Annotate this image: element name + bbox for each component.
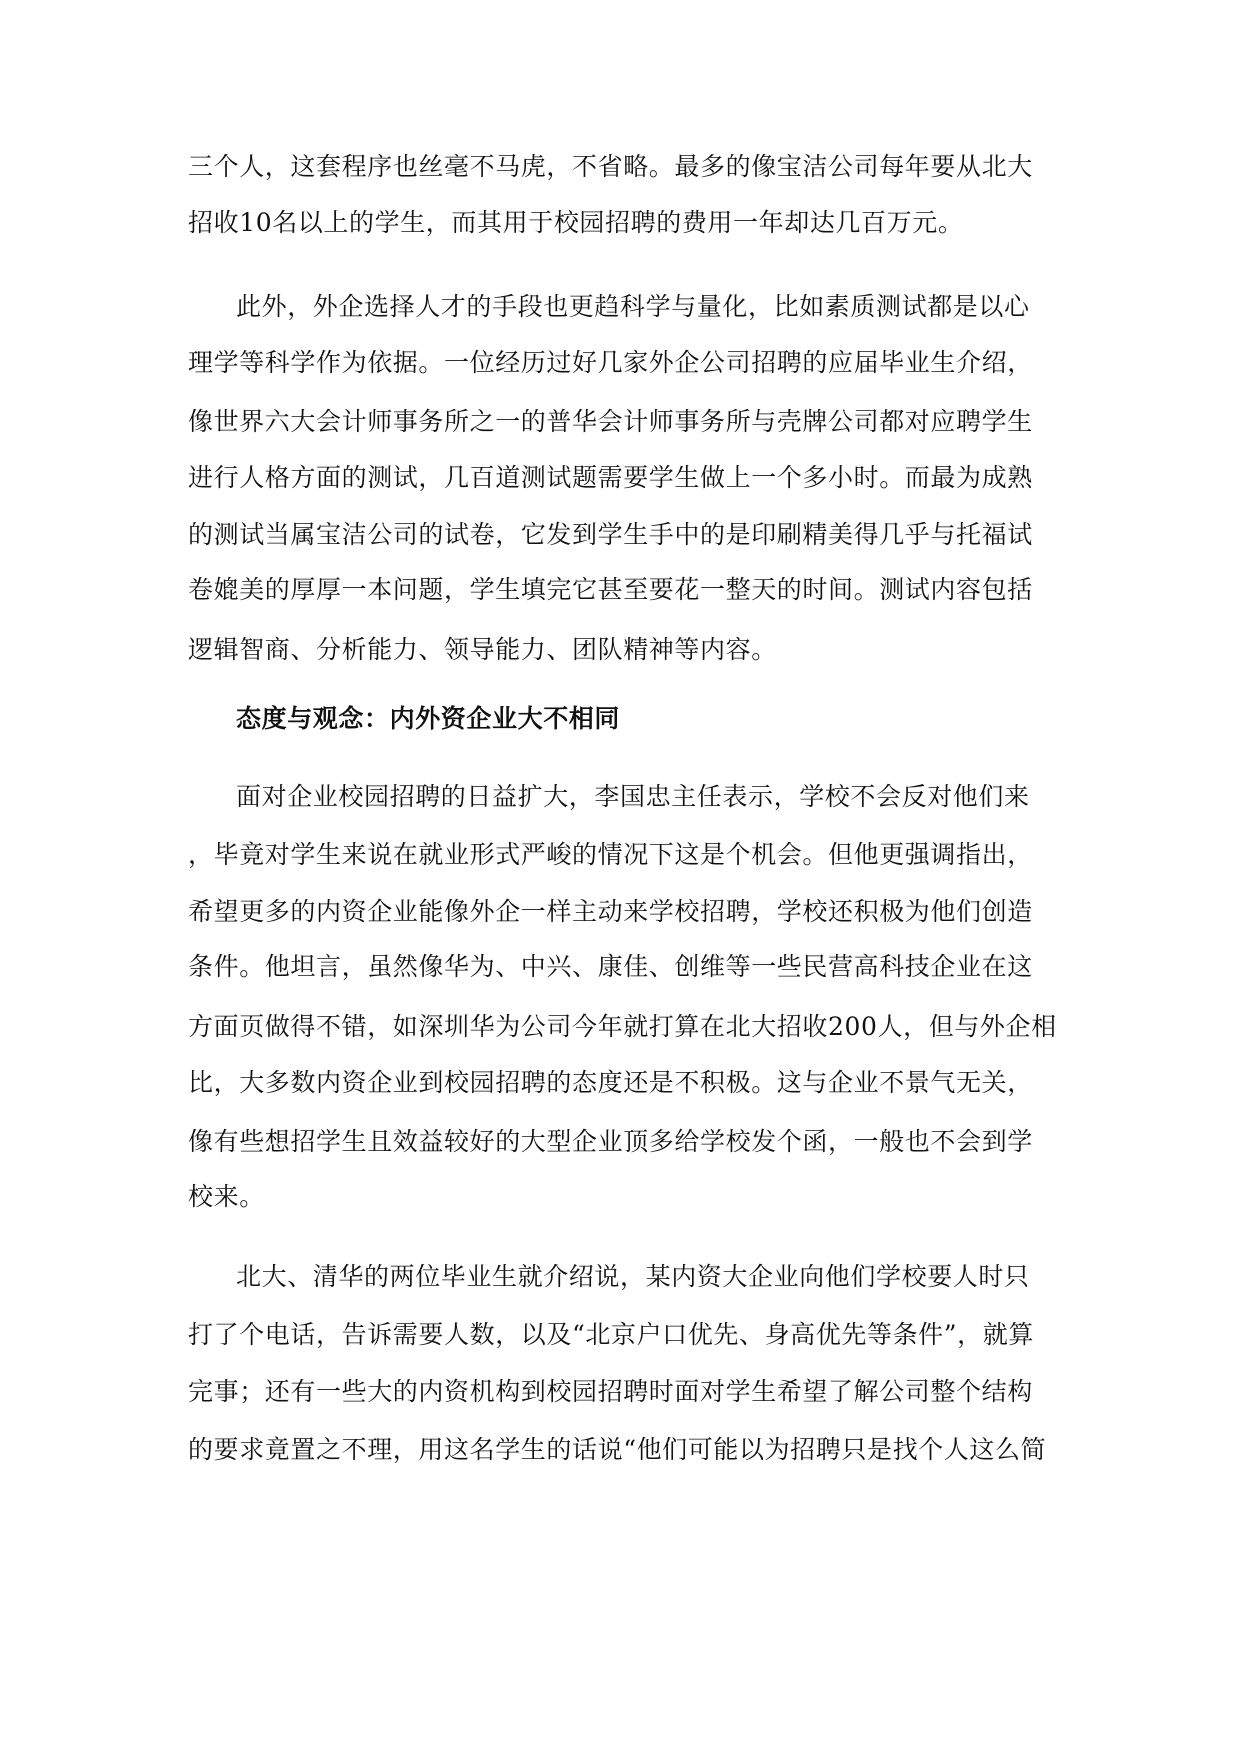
paragraph-line: 比，大多数内资企业到校园招聘的态度还是不积极。这与企业不景气无关， <box>188 1068 1033 1097</box>
paragraph-line: 北大、清华的两位毕业生就介绍说，某内资大企业向他们学校要人时只 <box>236 1262 1030 1291</box>
paragraph-line: 的要求竟置之不理，用这名学生的话说“他们可能以为招聘只是找个人这么简 <box>188 1435 1047 1464</box>
paragraph-line: 打了个电话，告诉需要人数，以及“北京户口优先、身高优先等条件”，就算 <box>188 1320 1034 1349</box>
paragraph-line: 三个人，这套程序也丝毫不马虎，不省略。最多的像宝洁公司每年要从北大 <box>188 152 1033 181</box>
paragraph-line: 像世界六大会计师事务所之一的普华会计师事务所与壳牌公司都对应聘学生 <box>188 407 1033 436</box>
paragraph-line: 希望更多的内资企业能像外企一样主动来学校招聘，学校还积极为他们创造 <box>188 897 1033 926</box>
paragraph-line: 理学等科学作为依据。一位经历过好几家外企公司招聘的应届毕业生介绍， <box>188 348 1033 377</box>
paragraph-line: 条件。他坦言，虽然像华为、中兴、康佳、创维等一些民营高科技企业在这 <box>188 952 1033 981</box>
paragraph-line: 方面页做得不错，如深圳华为公司今年就打算在北大招收200人，但与外企相 <box>188 1012 1057 1041</box>
paragraph-line: 的测试当属宝洁公司的试卷，它发到学生手中的是印刷精美得几乎与托福试 <box>188 520 1033 549</box>
paragraph-line: 校来。 <box>188 1182 265 1211</box>
paragraph-line: 此外，外企选择人才的手段也更趋科学与量化，比如素质测试都是以心 <box>236 292 1030 321</box>
paragraph-line: 逻辑智商、分析能力、领导能力、团队精神等内容。 <box>188 635 777 664</box>
section-heading: 态度与观念：内外资企业大不相同 <box>236 704 621 733</box>
paragraph-line: 完事；还有一些大的内资机构到校园招聘时面对学生希望了解公司整个结构 <box>188 1377 1033 1406</box>
paragraph-line: ，毕竟对学生来说在就业形式严峻的情况下这是个机会。但他更强调指出， <box>188 840 1033 869</box>
paragraph-line: 招收10名以上的学生，而其用于校园招聘的费用一年却达几百万元。 <box>188 208 964 237</box>
paragraph-line: 像有些想招学生且效益较好的大型企业顶多给学校发个函，一般也不会到学 <box>188 1127 1033 1156</box>
paragraph-line: 进行人格方面的测试，几百道测试题需要学生做上一个多小时。而最为成熟 <box>188 463 1033 492</box>
paragraph-line: 卷媲美的厚厚一本问题，学生填完它甚至要花一整天的时间。测试内容包括 <box>188 575 1033 604</box>
paragraph-line: 面对企业校园招聘的日益扩大，李国忠主任表示，学校不会反对他们来 <box>236 782 1030 811</box>
